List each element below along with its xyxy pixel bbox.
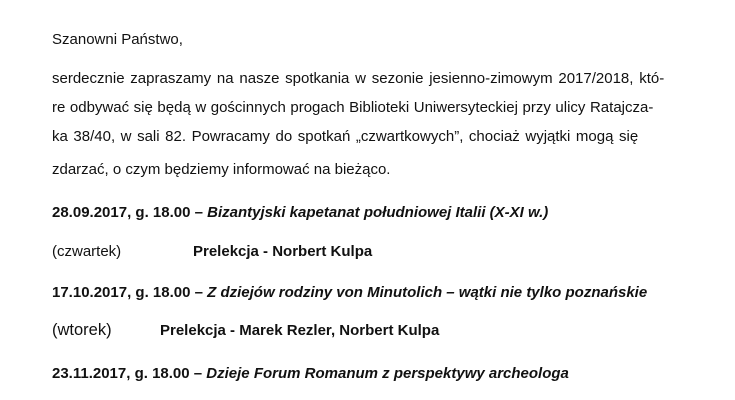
event-title: Bizantyjski kapetanat południowej Italii (X-XI w.)	[207, 204, 549, 221]
event-heading	[52, 203, 548, 223]
paragraph-line: zdarzać, o czym będziemy informować na bieżąco.	[52, 161, 391, 178]
paragraph-line: re odbywać się będą w gościnnych progach Biblioteki Uniwersyteckiej przy ulicy Ratajcza-	[52, 99, 654, 116]
event-lecture: Prelekcja - Marek Rezler, Norbert Kulpa	[160, 322, 440, 339]
event-title: Z dziejów rodziny von Minutolich – wątki nie tylko poznańskie	[207, 284, 648, 301]
event-date: 28.09.2017, g. 18.00 –	[52, 204, 203, 221]
event-title: Dzieje Forum Romanum z perspektywy archeologa	[206, 365, 569, 382]
event-heading	[52, 283, 647, 303]
paragraph-line: ka 38/40, w sali 82. Powracamy do spotkań „czwartkowych”, chociaż wyjątki mogą się	[52, 128, 639, 145]
event-date: 17.10.2017, g. 18.00 –	[52, 284, 203, 301]
event-heading	[52, 364, 569, 384]
event-date: 23.11.2017, g. 18.00 –	[52, 365, 203, 382]
event-day: (wtorek)	[52, 321, 112, 339]
event-lecture: Prelekcja - Norbert Kulpa	[193, 243, 373, 260]
event-day: (czwartek)	[52, 243, 122, 260]
paragraph-line: serdecznie zapraszamy na nasze spotkania w sezonie jesienno-zimowym 2017/2018, któ-	[52, 70, 665, 87]
greeting: Szanowni Państwo,	[52, 31, 183, 48]
